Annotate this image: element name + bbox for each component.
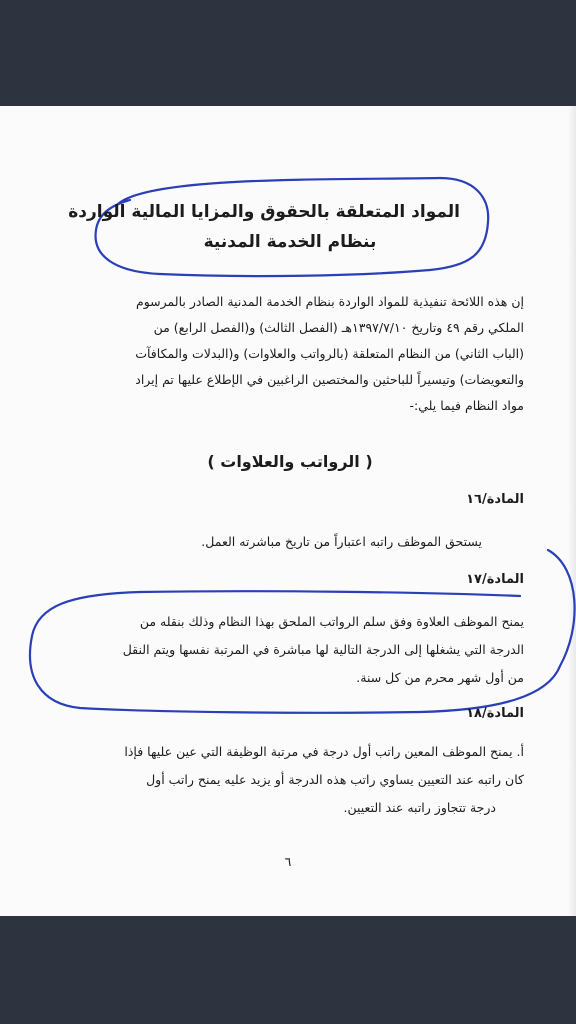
article-18-heading: المادة/١٨ [466,706,524,721]
article-17-line-1: يمنح الموظف العلاوة وفق سلم الرواتب الملحق بهذا النظام وذلك بنقله من [139,614,524,629]
page-number: ٦ [284,854,292,869]
page-edge-shade [568,106,576,916]
article-18-line-3: درجة تتجاوز راتبه عند التعيين. [343,800,496,815]
intro-line-5: مواد النظام فيما يلي:- [409,398,524,413]
article-16-line-1: يستحق الموظف راتبه اعتباراً من تاريخ مباشرته العمل. [201,534,482,549]
document-page [0,106,576,916]
article-16-heading: المادة/١٦ [466,492,524,507]
article-17-line-3: من أول شهر محرم من كل سنة. [356,670,524,685]
article-17-heading: المادة/١٧ [466,572,524,587]
intro-line-2: الملكي رقم ٤٩ وتاريخ ١٣٩٧/٧/١٠هـ (الفصل الثالث) و(الفصل الرابع) من [153,320,524,335]
document-title-line-2: بنظام الخدمة المدنية [203,232,377,252]
article-17-line-2: الدرجة التي يشغلها إلى الدرجة التالية لها مباشرة في المرتبة نفسها ويتم النقل [122,642,524,657]
intro-line-3: (الباب الثاني) من النظام المتعلقة (بالرواتب والعلاوات) و(البدلات والمكافآت [135,346,524,361]
title-circle-mark [68,178,489,276]
intro-line-4: والتعويضات) وتيسيراً للباحثين والمختصين الراغبين في الإطلاع عليها تم إيراد [135,372,524,387]
pen-annotations [0,106,576,916]
document-title-line-1: المواد المتعلقة بالحقوق والمزايا المالية الواردة [68,202,460,222]
article-18-line-1: أ. يمنح الموظف المعين راتب أول درجة في مرتبة الوظيفة التي عين عليها فإذا [124,744,524,759]
intro-line-1: إن هذه اللائحة تنفيذية للمواد الواردة بنظام الخدمة المدنية الصادر بالمرسوم [135,294,524,309]
article-18-line-2: كان راتبه عند التعيين يساوي راتب هذه الدرجة أو يزيد عليه يمنح راتب أول [146,772,524,787]
section-title: ( الرواتب والعلاوات ) [207,452,373,471]
